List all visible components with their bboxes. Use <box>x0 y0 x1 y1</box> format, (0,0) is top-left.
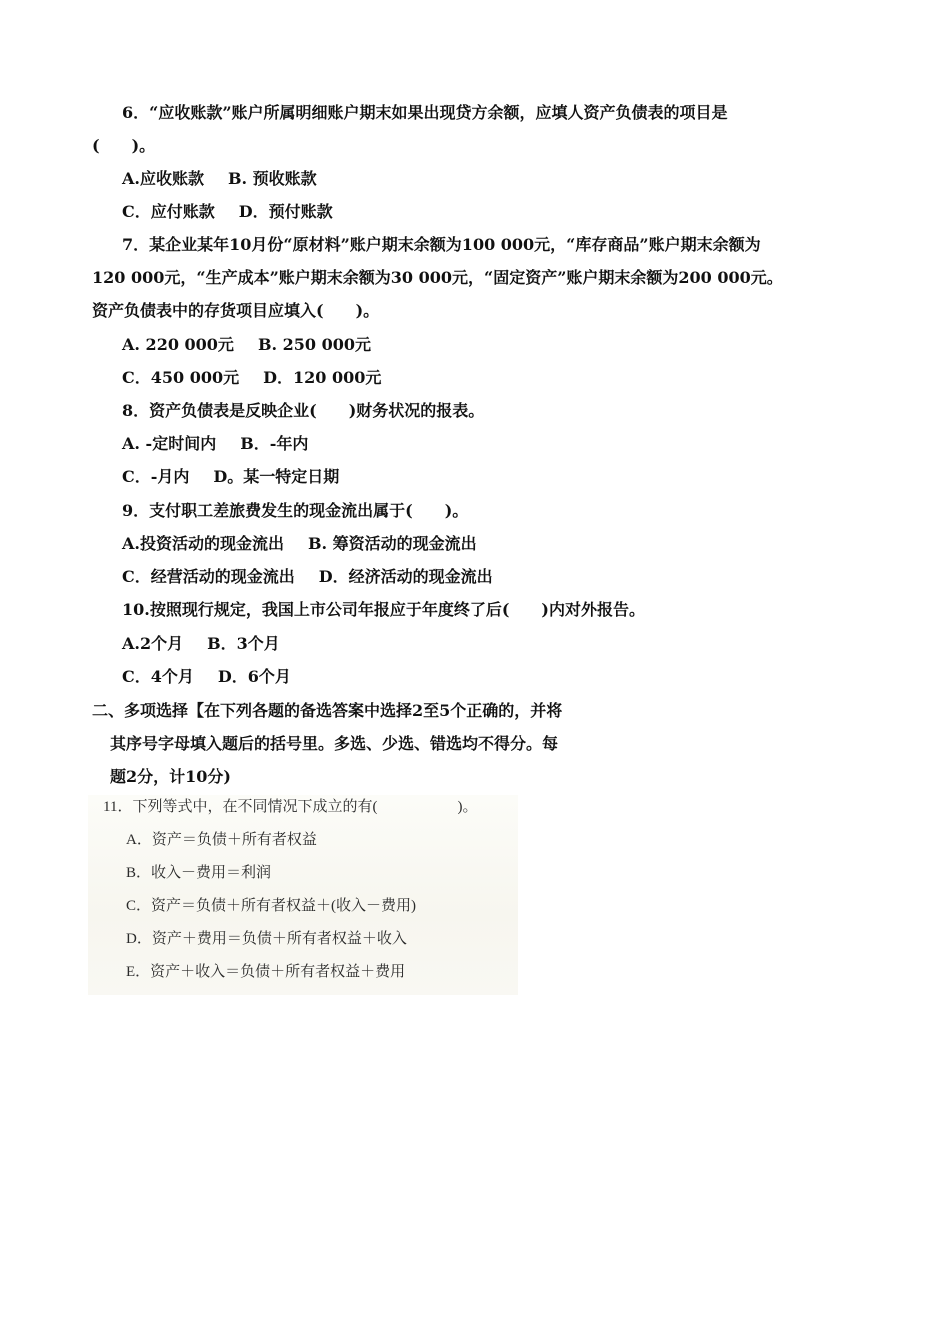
question-6-options-row2 <box>122 202 333 222</box>
section-2-heading-cont1: 其序号字母填入题后的括号里。多选、少选、错选均不得分。每 <box>110 734 559 753</box>
question-7-options-row2 <box>122 368 381 388</box>
question-7-stem-cont1: 120 000元，“生产成本”账户期末余额为30 000元，“固定资产”账户期末余额为200 000元。 <box>92 268 783 287</box>
question-9-options-row1 <box>122 534 477 554</box>
question-11-stem-text: 11．下列等式中，在不同情况下成立的有( <box>103 799 378 815</box>
question-6-stem-cont: ( )。 <box>92 136 156 155</box>
option-c: C．应付账款 <box>122 202 215 221</box>
option-b: B．3个月 <box>207 634 280 653</box>
option-a: A.投资活动的现金流出 <box>122 534 284 553</box>
question-10-stem: 10.按照现行规定，我国上市公司年报应于年度终了后( )内对外报告。 <box>122 600 645 619</box>
section-2-heading: 二、多项选择【在下列各题的备选答案中选择2至5个正确的，并将 <box>92 701 563 720</box>
question-9-options-row2 <box>122 567 493 587</box>
question-7-options-row1 <box>122 335 371 355</box>
option-c: C．450 000元 <box>122 368 240 387</box>
question-11-option-c: C．资产＝负债＋所有者权益＋(收入－费用) <box>126 898 416 914</box>
option-b: B. 250 000元 <box>257 335 371 354</box>
question-7-stem-cont2: 资产负债表中的存货项目应填入( )。 <box>92 301 380 320</box>
question-11-scan <box>88 795 518 995</box>
option-a: A. -定时间内 <box>122 434 217 453</box>
option-c: C．经营活动的现金流出 <box>122 567 295 586</box>
option-c: C．-月内 <box>122 467 190 486</box>
question-8-stem: 8．资产负债表是反映企业( )财务状况的报表。 <box>122 401 485 420</box>
option-b: B. 预收账款 <box>228 169 317 188</box>
option-a: A.应收账款 <box>122 169 204 188</box>
option-d: D．120 000元 <box>263 368 382 387</box>
option-b: B. 筹资活动的现金流出 <box>308 534 477 553</box>
option-a: A.2个月 <box>122 634 184 653</box>
question-8-options-row2 <box>122 467 339 487</box>
option-d: D。某一特定日期 <box>213 467 340 486</box>
option-b: B．-年内 <box>240 434 309 453</box>
question-9-stem: 9．支付职工差旅费发生的现金流出属于( )。 <box>122 501 469 520</box>
question-6-stem: 6．“应收账款”账户所属明细账户期末如果出现贷方余额，应填人资产负债表的项目是 <box>122 103 728 122</box>
question-10-options-row1 <box>122 634 280 654</box>
question-6-options-row1 <box>122 169 317 189</box>
option-d: D．6个月 <box>217 667 291 686</box>
option-d: D．预付账款 <box>238 202 333 221</box>
question-11-stem-end: )。 <box>457 799 478 815</box>
question-11-option-d: D．资产＋费用＝负债＋所有者权益＋收入 <box>126 931 407 947</box>
question-11-option-b: B．收入－费用＝利润 <box>126 865 272 881</box>
question-7-stem: 7．某企业某年10月份“原材料”账户期末余额为100 000元，“库存商品”账户期末余额为 <box>122 235 761 254</box>
question-11-stem <box>103 797 477 817</box>
question-11-option-a: A．资产＝负债＋所有者权益 <box>126 832 317 848</box>
question-8-options-row1 <box>122 434 308 454</box>
option-a: A. 220 000元 <box>122 335 234 354</box>
question-11-option-e: E．资产＋收入＝负债＋所有者权益＋费用 <box>126 964 406 980</box>
section-2-heading-cont2: 题2分，计10分) <box>110 767 231 786</box>
option-d: D．经济活动的现金流出 <box>318 567 493 586</box>
option-c: C．4个月 <box>122 667 194 686</box>
question-10-options-row2 <box>122 667 291 687</box>
